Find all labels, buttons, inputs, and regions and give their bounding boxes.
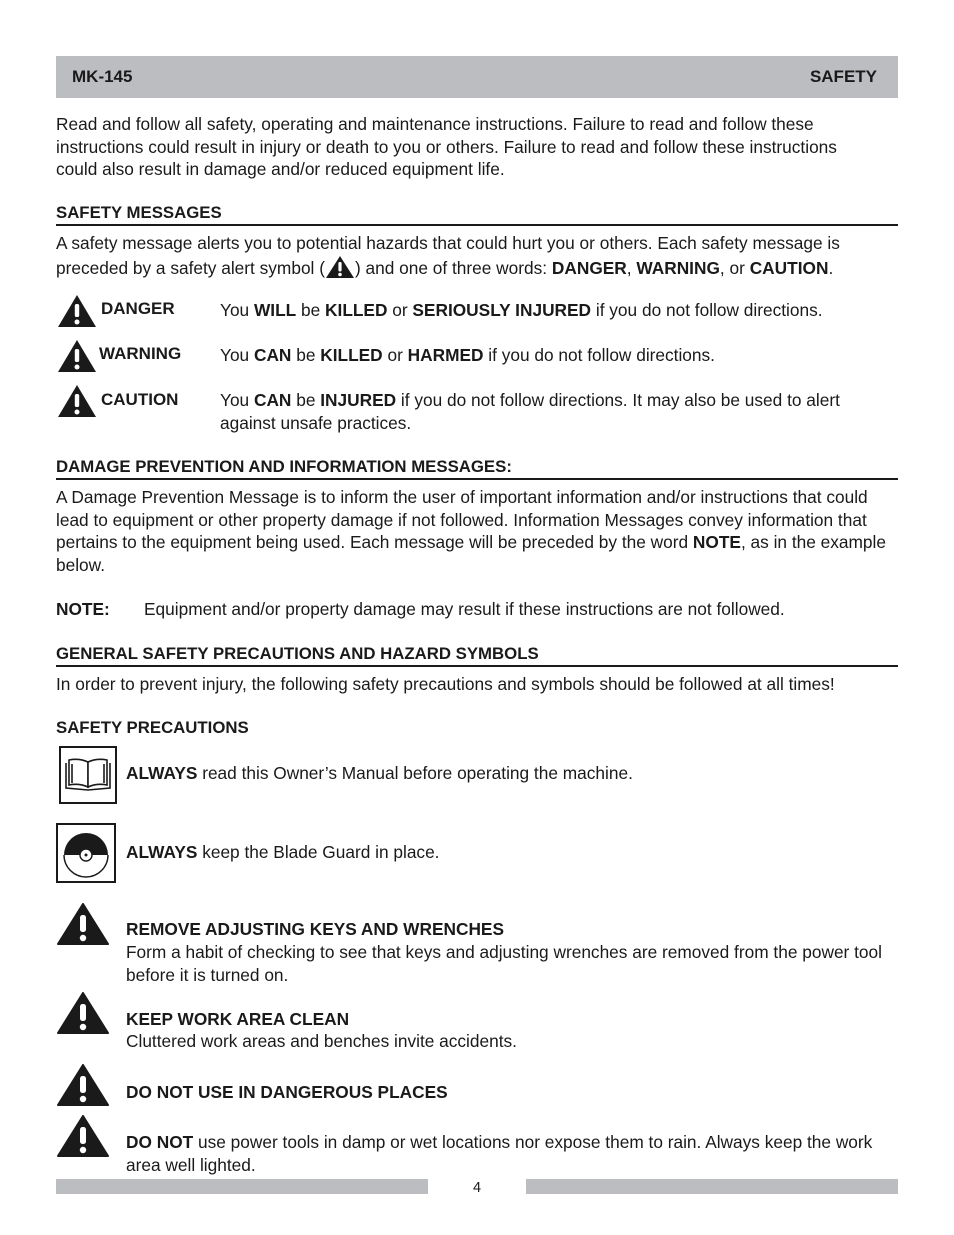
caution-text-part: You [220,390,254,410]
danger-text-part: or [387,300,413,320]
warning-triangle-icon [57,384,97,418]
damp-precaution-text: use power tools in damp or wet locations nor expose them to rain. Always keep the work area well lighted. [126,1132,873,1175]
word-danger: DANGER [551,257,627,278]
caution-label: CAUTION [101,390,179,409]
word-caution: CAUTION [749,257,829,278]
danger-text [220,299,890,322]
danger-text-bold: KILLED [325,300,388,320]
blade-guard-icon [56,823,116,883]
caution-text-bold: CAN [253,390,292,410]
warning-triangle-icon [57,1064,109,1106]
footer-bar-right [526,1179,898,1194]
guard-precaution-text: keep the Blade Guard in place. [197,842,440,862]
warning-text-part: if you do not follow directions. [483,345,715,365]
section-title: SAFETY [809,67,877,86]
danger-text-part: be [296,300,326,320]
damage-text-part: A Damage Prevention Message is to inform the user of important information and/or instructions that could lead to equipment or other property damage if not followed. Information Messages convey information that pertains to the equipment being used. Each message will be preceded by the word [56,487,868,552]
warning-triangle-icon [325,255,355,285]
safety-messages-text [56,232,902,284]
safety-precautions-heading: SAFETY PRECAUTIONS [56,718,249,737]
warning-triangle-icon [57,294,97,328]
note-label: NOTE: [56,599,110,619]
manual-precaution-text: read this Owner’s Manual before operating the machine. [197,763,633,783]
caution-text-part: if you do not follow directions. It may also be used to alert against unsafe practices. [220,390,840,433]
danger-text-bold: WILL [253,300,297,320]
guard-precaution [126,841,886,864]
caution-text-part: be [291,390,321,410]
damage-text-part: , as in the example below. [56,532,886,575]
warning-text-bold: KILLED [320,345,383,365]
safety-messages-text-2: ) and one of three words: [354,257,552,278]
note-text: Equipment and/or property damage may result if these instructions are not followed. [144,599,785,619]
always-word: ALWAYS [126,763,198,783]
page-number: 4 [472,1180,482,1196]
danger-text-part: You [220,300,254,320]
manual-precaution [126,762,886,785]
word-warning: WARNING [636,257,720,278]
clean-text: Cluttered work areas and benches invite accidents. [126,1031,517,1051]
warning-text-part: You [220,345,254,365]
safety-messages-text-1: A safety message alerts you to potential hazards that could hurt you or others. Each safety message is preceded by a safety alert symbol ( [56,233,840,278]
warning-text-part: be [291,345,321,365]
damage-prevention-text [56,486,902,576]
caution-text-bold: INJURED [320,390,397,410]
warning-triangle-icon [57,1115,109,1157]
warning-text-part: or [382,345,408,365]
separator: , [626,257,637,278]
keys-title: REMOVE ADJUSTING KEYS AND WRENCHES [126,919,504,939]
warning-label: WARNING [99,344,182,363]
warning-text-bold: CAN [253,345,292,365]
danger-text-part: if you do not follow directions. [591,300,823,320]
intro-paragraph: Read and follow all safety, operating and maintenance instructions. Failure to read and follow these instructions could result in injury or death to you or others. Failure to read and follow these instructions could also result in damage and/or reduced equipment life. [56,114,837,179]
warning-text-bold: HARMED [407,345,484,365]
warning-text [220,344,890,367]
damage-prevention-heading: DAMAGE PREVENTION AND INFORMATION MESSAGES: [56,457,898,480]
general-precautions-heading: GENERAL SAFETY PRECAUTIONS AND HAZARD SYMBOLS [56,644,898,667]
model-number: MK-145 [72,67,133,86]
header-bar [56,56,898,98]
danger-label: DANGER [101,299,175,318]
places-title: DO NOT USE IN DANGEROUS PLACES [126,1082,448,1102]
keys-text: Form a habit of checking to see that keys and adjusting wrenches are removed from the power tool before it is turned on. [126,942,882,985]
clean-title: KEEP WORK AREA CLEAN [126,1009,350,1029]
general-precautions-text: In order to prevent injury, the following safety precautions and symbols should be followed at all times! [56,674,835,694]
warning-triangle-icon [57,992,109,1034]
safety-messages-heading: SAFETY MESSAGES [56,203,898,226]
caution-text [220,389,892,434]
always-word: ALWAYS [126,842,198,862]
do-not-word: DO NOT [126,1132,194,1152]
damp-precaution [126,1131,886,1176]
manual-book-icon [59,746,117,804]
danger-text-bold: SERIOUSLY INJURED [412,300,592,320]
footer-bar-left [56,1179,428,1194]
separator: , or [719,257,750,278]
note-word: NOTE [692,532,741,552]
warning-triangle-icon [57,903,109,945]
period: . [828,257,834,278]
warning-triangle-icon [57,339,97,373]
